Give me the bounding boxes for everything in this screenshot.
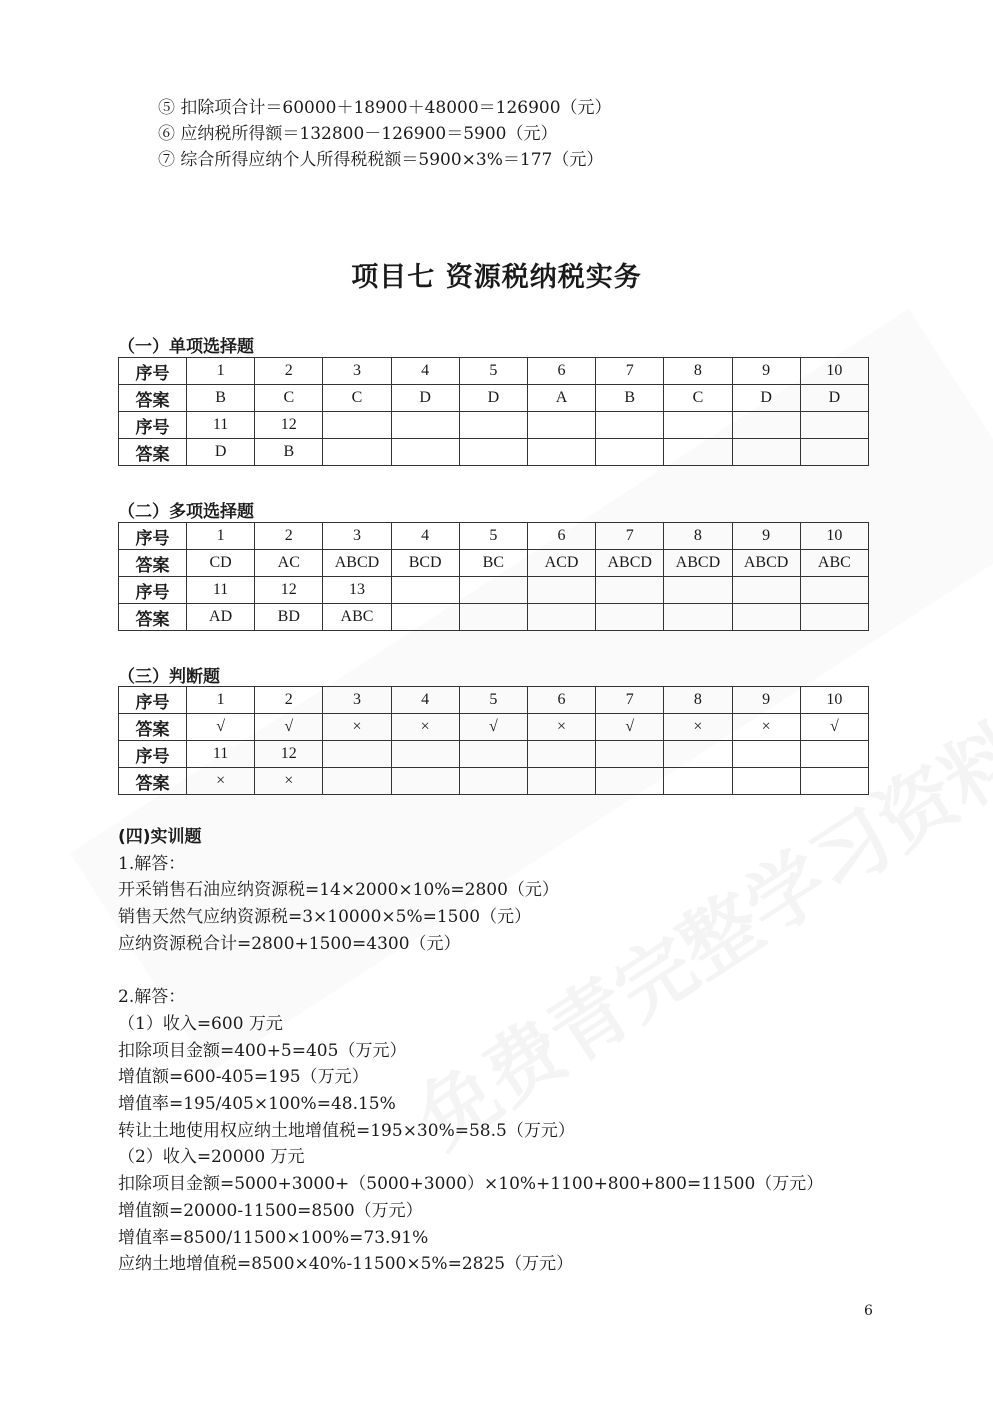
number-cell (664, 741, 732, 768)
number-label: 序号 (119, 358, 187, 385)
number-cell: 4 (391, 358, 459, 385)
number-cell: 9 (732, 358, 800, 385)
number-cell (527, 412, 595, 439)
practice-section (118, 824, 823, 1278)
answer-cell (664, 439, 732, 466)
answer-row (119, 439, 869, 466)
number-cell (664, 577, 732, 604)
answer-cell (596, 439, 664, 466)
answer-cell (732, 768, 800, 795)
answer-cell: ABCD (664, 550, 732, 577)
number-cell: 1 (187, 687, 255, 714)
number-cell: 12 (255, 741, 323, 768)
number-cell: 7 (596, 523, 664, 550)
practice-line: 应纳资源税合计=2800+1500=4300（元） (118, 933, 461, 954)
number-cell: 3 (323, 687, 391, 714)
answer-cell: × (255, 768, 323, 795)
number-cell: 11 (187, 577, 255, 604)
answer-row (119, 550, 869, 577)
number-cell (664, 412, 732, 439)
number-cell (596, 412, 664, 439)
true-false-table (118, 686, 869, 795)
answer-cell (527, 604, 595, 631)
number-cell (596, 741, 664, 768)
number-cell (391, 412, 459, 439)
answer-cell: B (255, 439, 323, 466)
answer-cell: × (527, 714, 595, 741)
number-cell: 3 (323, 523, 391, 550)
answer-cell: ABCD (596, 550, 664, 577)
number-cell: 11 (187, 741, 255, 768)
answer-cell: D (459, 385, 527, 412)
number-cell: 2 (255, 523, 323, 550)
line-5: ⑤ 扣除项合计＝60000＋18900＋48000＝126900（元） (158, 98, 612, 118)
answer-cell: BCD (391, 550, 459, 577)
single-choice-table (118, 357, 869, 466)
answer-cell: × (187, 768, 255, 795)
number-cell: 6 (527, 358, 595, 385)
multiple-choice-table (118, 522, 869, 631)
answer-cell: A (527, 385, 595, 412)
answer-cell: ABC (323, 604, 391, 631)
answer-cell (459, 768, 527, 795)
number-cell: 8 (664, 358, 732, 385)
number-row (119, 358, 869, 385)
answer-cell (800, 439, 868, 466)
practice-line: 2.解答： (118, 987, 186, 1008)
number-cell: 8 (664, 523, 732, 550)
number-cell (391, 741, 459, 768)
answer-cell (800, 604, 868, 631)
answer-cell (459, 604, 527, 631)
practice-line: （2）收入=20000 万元 (118, 1147, 305, 1168)
answer-cell (323, 768, 391, 795)
practice-line: 销售天然气应纳资源税=3×10000×5%=1500（元） (118, 907, 532, 928)
answer-cell: √ (800, 714, 868, 741)
practice-line: 转让土地使用权应纳土地增值税=195×30%=58.5（万元） (118, 1120, 575, 1141)
section-title-true-false: （三）判断题 (118, 667, 220, 687)
number-cell: 10 (800, 523, 868, 550)
number-label: 序号 (119, 741, 187, 768)
number-row (119, 687, 869, 714)
number-cell: 10 (800, 687, 868, 714)
answer-cell: C (664, 385, 732, 412)
answer-cell: B (596, 385, 664, 412)
answer-cell (664, 768, 732, 795)
practice-line: 开采销售石油应纳资源税=14×2000×10%=2800（元） (118, 880, 559, 901)
answer-cell (391, 604, 459, 631)
number-cell: 7 (596, 687, 664, 714)
number-cell (459, 577, 527, 604)
number-cell: 5 (459, 687, 527, 714)
answer-row (119, 385, 869, 412)
number-cell (732, 741, 800, 768)
practice-title: (四)实训题 (118, 827, 202, 847)
answer-cell: D (391, 385, 459, 412)
number-cell: 2 (255, 687, 323, 714)
number-cell (596, 577, 664, 604)
number-cell (732, 412, 800, 439)
answer-cell: × (391, 714, 459, 741)
page-number: 6 (864, 1303, 873, 1319)
practice-line: （1）收入=600 万元 (118, 1013, 283, 1034)
answer-label: 答案 (119, 550, 187, 577)
section-title-single-choice: （一）单项选择题 (118, 337, 254, 357)
number-cell (800, 577, 868, 604)
practice-line: 1.解答： (118, 853, 186, 874)
answer-cell (323, 439, 391, 466)
number-cell: 2 (255, 358, 323, 385)
number-row (119, 741, 869, 768)
number-cell: 1 (187, 358, 255, 385)
number-row (119, 523, 869, 550)
number-cell (527, 741, 595, 768)
line-7: ⑦ 综合所得应纳个人所得税税额＝5900×3%＝177（元） (158, 150, 604, 170)
number-cell: 13 (323, 577, 391, 604)
number-label: 序号 (119, 523, 187, 550)
number-cell (800, 412, 868, 439)
number-cell: 4 (391, 687, 459, 714)
page-title: 项目七 资源税纳税实务 (351, 262, 642, 293)
number-cell (323, 412, 391, 439)
answer-cell: C (255, 385, 323, 412)
answer-cell (527, 439, 595, 466)
answer-label: 答案 (119, 768, 187, 795)
answer-cell: D (187, 439, 255, 466)
number-cell: 5 (459, 523, 527, 550)
number-cell: 4 (391, 523, 459, 550)
number-label: 序号 (119, 687, 187, 714)
number-label: 序号 (119, 577, 187, 604)
number-cell: 7 (596, 358, 664, 385)
answer-row (119, 604, 869, 631)
previous-answer-lines (158, 95, 612, 173)
answer-cell: √ (459, 714, 527, 741)
line-6: ⑥ 应纳税所得额＝132800－126900＝5900（元） (158, 124, 558, 144)
practice-line: 扣除项目金额=400+5=405（万元） (118, 1040, 407, 1061)
practice-line: 增值率=8500/11500×100%=73.91% (118, 1227, 429, 1248)
practice-line: 增值率=195/405×100%=48.15% (118, 1094, 396, 1115)
answer-label: 答案 (119, 385, 187, 412)
number-cell: 9 (732, 523, 800, 550)
number-cell (459, 741, 527, 768)
answer-label: 答案 (119, 604, 187, 631)
answer-cell: BC (459, 550, 527, 577)
number-cell: 12 (255, 412, 323, 439)
answer-cell: ABCD (732, 550, 800, 577)
practice-line (118, 958, 823, 985)
answer-cell (391, 439, 459, 466)
answer-cell: √ (596, 714, 664, 741)
answer-cell (391, 768, 459, 795)
number-cell (527, 577, 595, 604)
answer-cell: √ (255, 714, 323, 741)
answer-cell: D (732, 385, 800, 412)
number-cell: 9 (732, 687, 800, 714)
answer-cell: AC (255, 550, 323, 577)
answer-cell (459, 439, 527, 466)
answer-cell (732, 439, 800, 466)
practice-line: 扣除项目金额=5000+3000+（5000+3000）×10%+1100+800+800=11500（万元） (118, 1174, 824, 1195)
number-cell (459, 412, 527, 439)
number-cell (323, 741, 391, 768)
practice-line: 应纳土地增值税=8500×40%-11500×5%=2825（万元） (118, 1254, 574, 1275)
number-cell: 12 (255, 577, 323, 604)
answer-cell: AD (187, 604, 255, 631)
number-cell: 11 (187, 412, 255, 439)
practice-line: 增值额=20000-11500=8500（万元） (118, 1200, 423, 1221)
section-title-multiple-choice: （二）多项选择题 (118, 502, 254, 522)
answer-cell: × (323, 714, 391, 741)
number-cell: 10 (800, 358, 868, 385)
answer-cell (596, 604, 664, 631)
answer-cell: B (187, 385, 255, 412)
answer-label: 答案 (119, 714, 187, 741)
number-cell (391, 577, 459, 604)
number-row (119, 412, 869, 439)
answer-cell: BD (255, 604, 323, 631)
number-cell: 8 (664, 687, 732, 714)
answer-cell: × (732, 714, 800, 741)
answer-cell: ABC (800, 550, 868, 577)
number-cell (800, 741, 868, 768)
number-label: 序号 (119, 412, 187, 439)
number-cell: 6 (527, 687, 595, 714)
answer-row (119, 768, 869, 795)
answer-cell (596, 768, 664, 795)
answer-cell (732, 604, 800, 631)
number-cell: 1 (187, 523, 255, 550)
number-cell (732, 577, 800, 604)
number-cell: 5 (459, 358, 527, 385)
answer-label: 答案 (119, 439, 187, 466)
answer-cell (527, 768, 595, 795)
answer-cell: ABCD (323, 550, 391, 577)
answer-cell: √ (187, 714, 255, 741)
answer-row (119, 714, 869, 741)
answer-cell (800, 768, 868, 795)
number-cell: 3 (323, 358, 391, 385)
answer-cell: × (664, 714, 732, 741)
practice-line: 增值额=600-405=195（万元） (118, 1067, 369, 1088)
number-cell: 6 (527, 523, 595, 550)
answer-cell: C (323, 385, 391, 412)
number-row (119, 577, 869, 604)
answer-cell (664, 604, 732, 631)
answer-cell: CD (187, 550, 255, 577)
answer-cell: ACD (527, 550, 595, 577)
answer-cell: D (800, 385, 868, 412)
